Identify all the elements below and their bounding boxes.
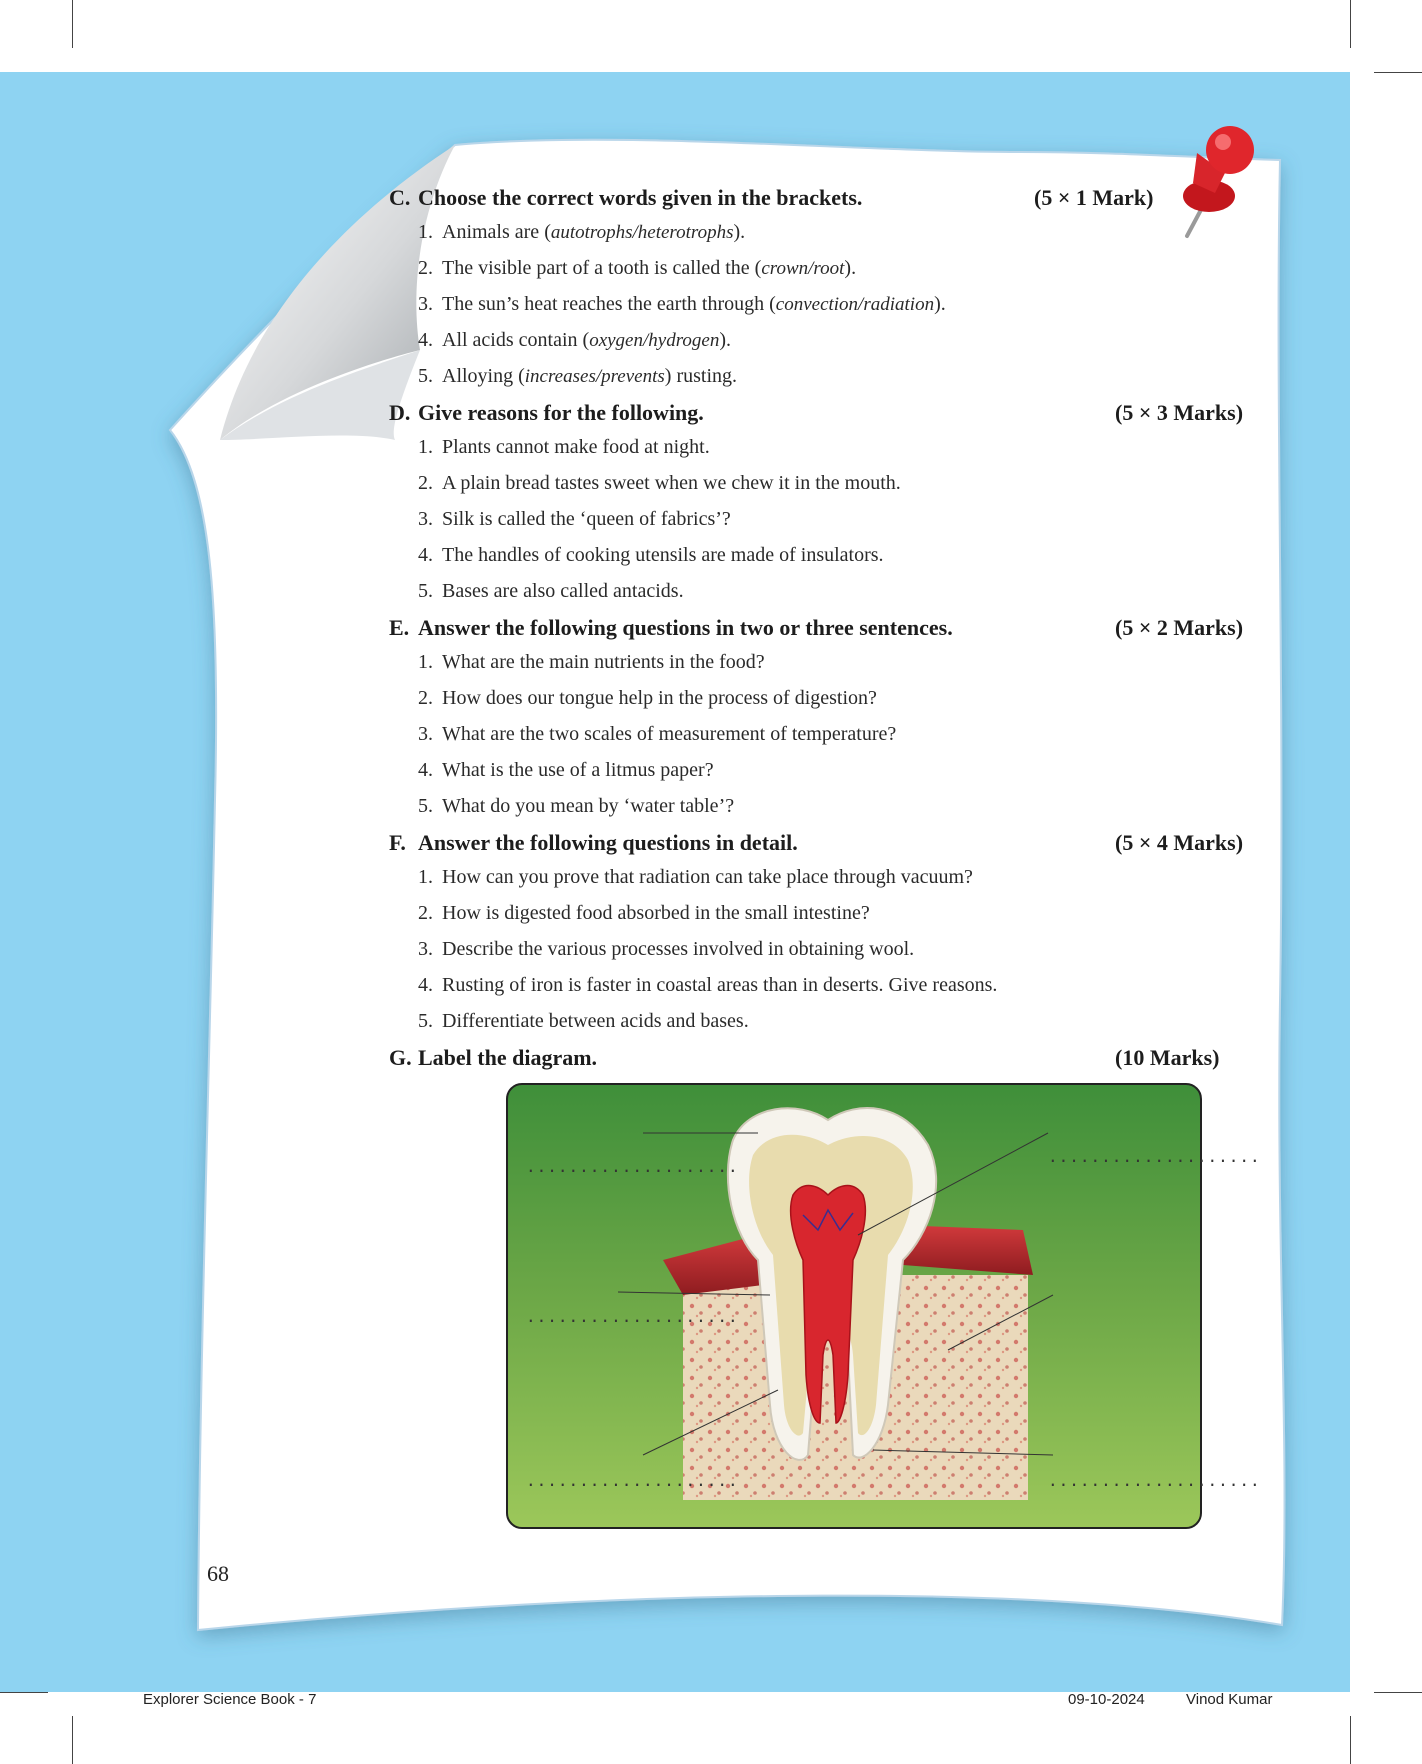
- question-text: ).: [934, 293, 946, 315]
- question-item: A plain bread tastes sweet when we chew it in the mouth.: [442, 472, 901, 494]
- question-number: 1.: [418, 436, 433, 458]
- question-text: All acids contain (: [442, 329, 590, 351]
- question-number: 5.: [418, 365, 433, 387]
- section-title: Answer the following questions in two or three sentences.: [418, 615, 953, 640]
- label-blank[interactable]: ....................: [526, 1471, 739, 1490]
- question-number: 4.: [418, 974, 433, 996]
- label-blank[interactable]: ....................: [1048, 1471, 1261, 1490]
- question-text: Alloying (: [442, 365, 525, 387]
- question-text: ).: [719, 329, 731, 351]
- question-number: 5.: [418, 1010, 433, 1032]
- question-number: 5.: [418, 580, 433, 602]
- question-number: 2.: [418, 472, 433, 494]
- question-number: 5.: [418, 795, 433, 817]
- word-options[interactable]: crown/root: [761, 258, 845, 279]
- question-text: The sun’s heat reaches the earth through (: [442, 293, 776, 315]
- question-number: 1.: [418, 221, 433, 243]
- section-title: Answer the following questions in detail.: [418, 830, 798, 855]
- question-number: 1.: [418, 651, 433, 673]
- question-text: ).: [844, 257, 857, 279]
- question-item: [442, 257, 856, 280]
- question-number: 2.: [418, 687, 433, 709]
- question-number: 3.: [418, 508, 433, 530]
- question-item: Describe the various processes involved in obtaining wool.: [442, 938, 915, 960]
- question-item: How is digested food absorbed in the small intestine?: [442, 902, 870, 924]
- question-number: 1.: [418, 866, 433, 888]
- tooth-diagram: [506, 1083, 1261, 1529]
- question-number: 3.: [418, 723, 433, 745]
- question-text: ) rusting.: [664, 365, 737, 387]
- question-item: Bases are also called antacids.: [442, 580, 684, 602]
- question-number: 4.: [418, 544, 433, 566]
- question-item: The handles of cooking utensils are made of insulators.: [442, 544, 884, 566]
- question-item: What is the use of a litmus paper?: [442, 759, 714, 781]
- question-number: 3.: [418, 293, 433, 315]
- label-blank[interactable]: ....................: [526, 1157, 739, 1176]
- section-marks: (5 × 4 Marks): [1115, 830, 1244, 855]
- word-options[interactable]: increases/prevents: [524, 366, 665, 387]
- label-blank[interactable]: ....................: [1048, 1147, 1261, 1166]
- section-marks: (5 × 2 Marks): [1115, 615, 1244, 640]
- section-marks: (5 × 1 Mark): [1034, 185, 1154, 210]
- section-letter: F.: [389, 830, 406, 855]
- question-item: [442, 293, 946, 316]
- section-marks: (5 × 3 Marks): [1115, 400, 1244, 425]
- question-item: How can you prove that radiation can take place through vacuum?: [442, 866, 973, 888]
- footer-date: 09-10-2024: [1068, 1691, 1145, 1708]
- question-number: 4.: [418, 329, 433, 351]
- section-title: Give reasons for the following.: [418, 400, 704, 425]
- question-text: Animals are (: [442, 221, 551, 243]
- label-blank[interactable]: ....................: [526, 1307, 739, 1326]
- word-options[interactable]: autotrophs/heterotrophs: [550, 222, 734, 243]
- question-number: 4.: [418, 759, 433, 781]
- question-item: Silk is called the ‘queen of fabrics’?: [442, 508, 731, 530]
- section-letter: D.: [389, 400, 411, 425]
- question-item: [442, 329, 731, 352]
- question-item: [442, 365, 737, 388]
- question-item: What are the two scales of measurement of temperature?: [442, 723, 897, 745]
- question-item: Rusting of iron is faster in coastal areas than in deserts. Give reasons.: [442, 974, 998, 996]
- section-marks: (10 Marks): [1115, 1045, 1220, 1070]
- question-item: Differentiate between acids and bases.: [442, 1010, 749, 1032]
- word-options[interactable]: oxygen/hydrogen: [589, 330, 720, 351]
- page-number: 68: [207, 1561, 229, 1586]
- footer-book-title: Explorer Science Book - 7: [143, 1691, 317, 1708]
- question-number: 2.: [418, 257, 433, 279]
- question-text: ).: [733, 221, 746, 243]
- section-title: Label the diagram.: [418, 1045, 598, 1070]
- footer-author: Vinod Kumar: [1186, 1691, 1273, 1708]
- section-title: Choose the correct words given in the brackets.: [418, 185, 863, 210]
- question-number: 2.: [418, 902, 433, 924]
- question-number: 3.: [418, 938, 433, 960]
- question-item: [442, 221, 745, 244]
- word-options[interactable]: convection/radiation: [775, 294, 935, 315]
- question-item: Plants cannot make food at night.: [442, 436, 710, 458]
- section-letter: E.: [389, 615, 410, 640]
- section-letter: C.: [389, 185, 411, 210]
- question-text: The visible part of a tooth is called the (: [442, 257, 762, 279]
- question-item: What are the main nutrients in the food?: [442, 651, 765, 673]
- question-item: What do you mean by ‘water table’?: [442, 795, 735, 817]
- section-letter: G.: [389, 1045, 412, 1070]
- question-item: How does our tongue help in the process of digestion?: [442, 687, 877, 709]
